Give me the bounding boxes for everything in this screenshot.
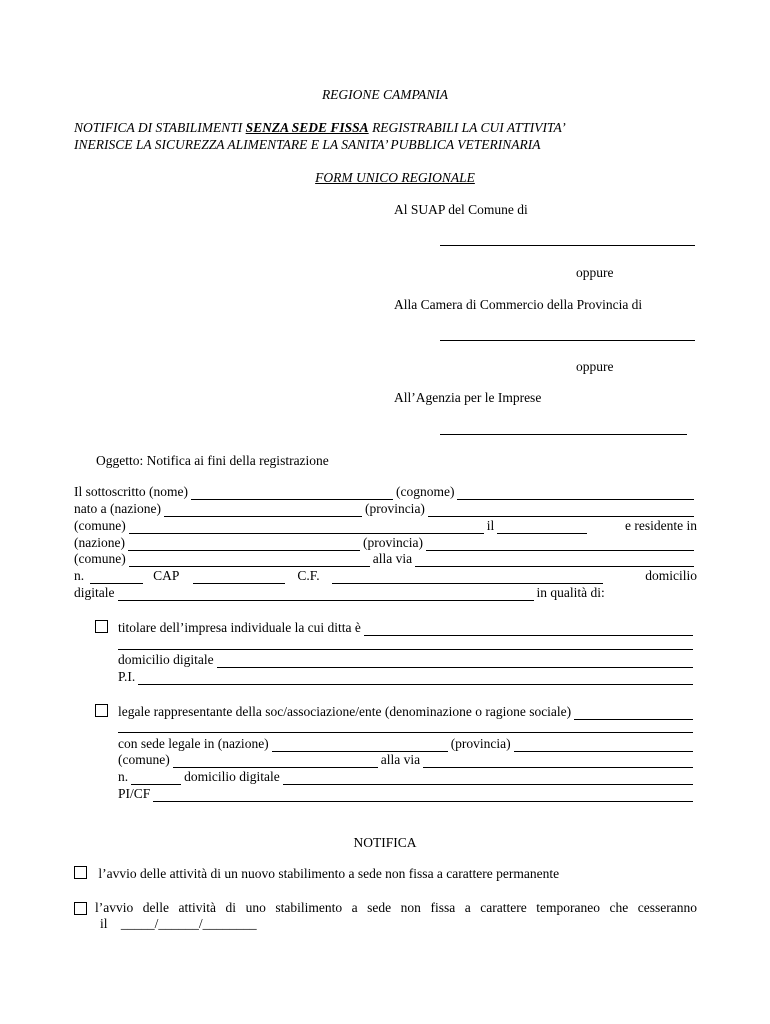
owner-checkbox-wrap xyxy=(95,620,108,636)
residence-nation-label: (nazione) xyxy=(74,535,125,550)
owner-checkbox[interactable] xyxy=(95,620,108,633)
notice-title-line1 xyxy=(74,120,566,136)
birth-comune-row xyxy=(74,518,697,534)
notice-title-post: REGISTRABILI LA CUI ATTIVITA’ xyxy=(368,120,566,135)
legal-picf-label: PI/CF xyxy=(118,786,151,801)
legal-checkbox[interactable] xyxy=(95,704,108,717)
birth-date-field[interactable] xyxy=(497,522,587,534)
residence-row xyxy=(74,535,697,551)
legal-digital-label: domicilio digitale xyxy=(184,769,280,784)
recipient-chamber: Alla Camera di Commercio della Provincia di xyxy=(394,297,643,312)
end-date-field[interactable]: _____/______/________ xyxy=(120,916,257,931)
residence-nation-field[interactable] xyxy=(128,539,360,551)
cap-field[interactable] xyxy=(193,572,285,584)
or-label-1: oppure xyxy=(576,265,614,280)
recipient-suap: Al SUAP del Comune di xyxy=(394,202,528,217)
applicant-name-row xyxy=(74,484,697,500)
residence-comune-field[interactable] xyxy=(129,555,370,567)
legal-row xyxy=(118,704,696,720)
number-label: n. xyxy=(74,568,85,583)
cap-label: CAP xyxy=(153,568,180,583)
legal-seat-label: con sede legale in (nazione) xyxy=(118,736,269,751)
permanent-option xyxy=(74,866,559,882)
legal-province-label: (provincia) xyxy=(450,736,511,751)
birth-date-label: il xyxy=(486,518,495,533)
residence-comune-label: (comune) xyxy=(74,551,126,566)
birth-comune-field[interactable] xyxy=(129,522,484,534)
suap-comune-field[interactable] xyxy=(440,245,695,246)
notice-title-line2: INERISCE LA SICUREZZA ALIMENTARE E LA SANITA’ PUBBLICA VETERINARIA xyxy=(74,137,541,152)
legal-comune-row xyxy=(118,752,696,768)
notice-title-pre: NOTIFICA DI STABILIMENTI xyxy=(74,120,246,135)
birth-row xyxy=(74,501,697,517)
legal-number-label: n. xyxy=(118,769,129,784)
end-date-label: il xyxy=(100,916,108,931)
temporary-label: l’avvio delle attività di uno stabilimento a sede non fissa a carattere temporaneo che cesseranno xyxy=(95,900,697,915)
legal-street-label: alla via xyxy=(380,752,421,767)
subject-line: Oggetto: Notifica ai fini della registrazione xyxy=(96,453,329,468)
digitale-label: digitale xyxy=(74,585,115,600)
legal-picf-row xyxy=(118,786,696,802)
cf-field[interactable] xyxy=(332,572,603,584)
legal-seat-nation-field[interactable] xyxy=(272,740,448,752)
name-label: Il sottoscritto (nome) xyxy=(74,484,188,499)
domicilio-label: domicilio xyxy=(645,568,697,583)
owner-ditta-field-2[interactable] xyxy=(118,649,693,650)
birth-nation-label: nato a (nazione) xyxy=(74,501,161,516)
residence-province-field[interactable] xyxy=(426,539,694,551)
legal-street-field[interactable] xyxy=(423,756,693,768)
owner-label: titolare dell’impresa individuale la cui ditta è xyxy=(118,620,361,635)
name-field[interactable] xyxy=(191,488,393,500)
surname-field[interactable] xyxy=(457,488,694,500)
form-title: FORM UNICO REGIONALE xyxy=(315,170,475,185)
birth-province-label: (provincia) xyxy=(364,501,425,516)
legal-comune-label: (comune) xyxy=(118,752,170,767)
residence-street-field[interactable] xyxy=(415,555,694,567)
owner-digital-field[interactable] xyxy=(217,656,693,668)
notifica-title: NOTIFICA xyxy=(353,835,417,850)
region-heading: REGIONE CAMPANIA xyxy=(321,87,449,102)
legal-digital-field[interactable] xyxy=(283,773,693,785)
residence-street-label: alla via xyxy=(372,551,413,566)
or-label-2: oppure xyxy=(576,359,614,374)
temporary-end-date xyxy=(100,916,257,932)
permanent-label: l’avvio delle attività di un nuovo stabilimento a sede non fissa a carattere permanente xyxy=(98,866,560,881)
legal-picf-field[interactable] xyxy=(153,790,693,802)
owner-digital-row xyxy=(118,652,696,668)
owner-pi-field[interactable] xyxy=(138,673,693,685)
legal-checkbox-wrap xyxy=(95,704,108,720)
digital-row xyxy=(74,585,697,601)
residence-province-label: (provincia) xyxy=(362,535,423,550)
temporary-checkbox[interactable] xyxy=(74,902,87,915)
residence-comune-row xyxy=(74,551,697,567)
owner-row xyxy=(118,620,696,636)
legal-number-row xyxy=(118,769,696,785)
number-field[interactable] xyxy=(90,572,143,584)
legal-denomination-field[interactable] xyxy=(574,708,693,720)
permanent-checkbox[interactable] xyxy=(74,866,87,879)
address-number-row xyxy=(74,568,697,584)
notice-title-bold: SENZA SEDE FISSA xyxy=(245,120,369,135)
owner-pi-label: P.I. xyxy=(118,669,136,684)
surname-label: (cognome) xyxy=(395,484,455,499)
legal-denomination-field-2[interactable] xyxy=(118,732,693,733)
cf-label: C.F. xyxy=(297,568,320,583)
birth-nation-field[interactable] xyxy=(164,505,362,517)
resident-label: e residente in xyxy=(625,518,697,533)
owner-ditta-field[interactable] xyxy=(364,624,693,636)
birth-province-field[interactable] xyxy=(428,505,694,517)
recipient-agency: All’Agenzia per le Imprese xyxy=(394,390,542,405)
legal-seat-row xyxy=(118,736,696,752)
agency-field[interactable] xyxy=(440,434,687,435)
chamber-province-field[interactable] xyxy=(440,340,695,341)
capacity-label: in qualità di: xyxy=(536,585,605,600)
legal-number-field[interactable] xyxy=(131,773,181,785)
digital-domicile-field[interactable] xyxy=(118,589,534,601)
legal-province-field[interactable] xyxy=(514,740,693,752)
legal-comune-field[interactable] xyxy=(173,756,378,768)
birth-comune-label: (comune) xyxy=(74,518,126,533)
temporary-option xyxy=(74,900,697,916)
legal-label: legale rappresentante della soc/associazione/ente (denominazione o ragione sociale) xyxy=(118,704,572,719)
owner-pi-row xyxy=(118,669,696,685)
owner-digital-label: domicilio digitale xyxy=(118,652,214,667)
